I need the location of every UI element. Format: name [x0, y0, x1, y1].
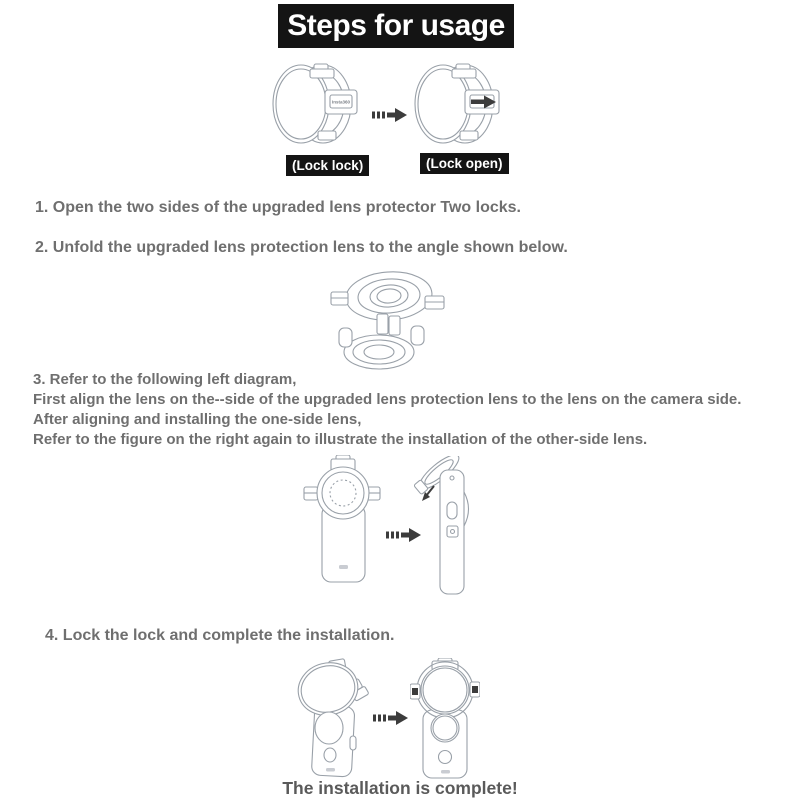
camera-three-quarter-protector-diagram: [293, 658, 371, 780]
lens-protector-locked-diagram: [268, 60, 364, 148]
step-3-line-3: After aligning and installing the one-side lens,: [33, 411, 362, 428]
camera-side-flap-open-diagram: [413, 456, 475, 598]
step-3-line-4: Refer to the figure on the right again to illustrate the installation of the other-side lens.: [33, 431, 648, 448]
dashed-right-arrow-icon: [372, 107, 408, 123]
lens-protector-open-diagram: [410, 60, 506, 148]
page-title: Steps for usage: [278, 4, 514, 48]
step-2-text: 2. Unfold the upgraded lens protection lens to the angle shown below.: [35, 239, 568, 256]
camera-front-protector-diagram: [303, 455, 381, 585]
lock-brand-label: Insta360: [331, 99, 351, 105]
lock-locked-caption: (Lock lock): [286, 155, 369, 176]
step-3-line-1: 3. Refer to the following left diagram,: [33, 371, 297, 388]
completion-text: The installation is complete!: [282, 778, 518, 798]
unfolded-protector-diagram: [325, 266, 450, 374]
step-3-text: [33, 370, 741, 450]
step-1-text: 1. Open the two sides of the upgraded lens protector Two locks.: [35, 199, 521, 216]
camera-installed-front-diagram: [410, 658, 480, 780]
step-3-line-2: First align the lens on the--side of the upgraded lens protection lens to the lens on the camera side.: [33, 391, 742, 408]
step-4-text: 4. Lock the lock and complete the installation.: [45, 627, 395, 644]
lock-open-caption: (Lock open): [420, 153, 509, 174]
dashed-right-arrow-icon: [373, 710, 409, 726]
